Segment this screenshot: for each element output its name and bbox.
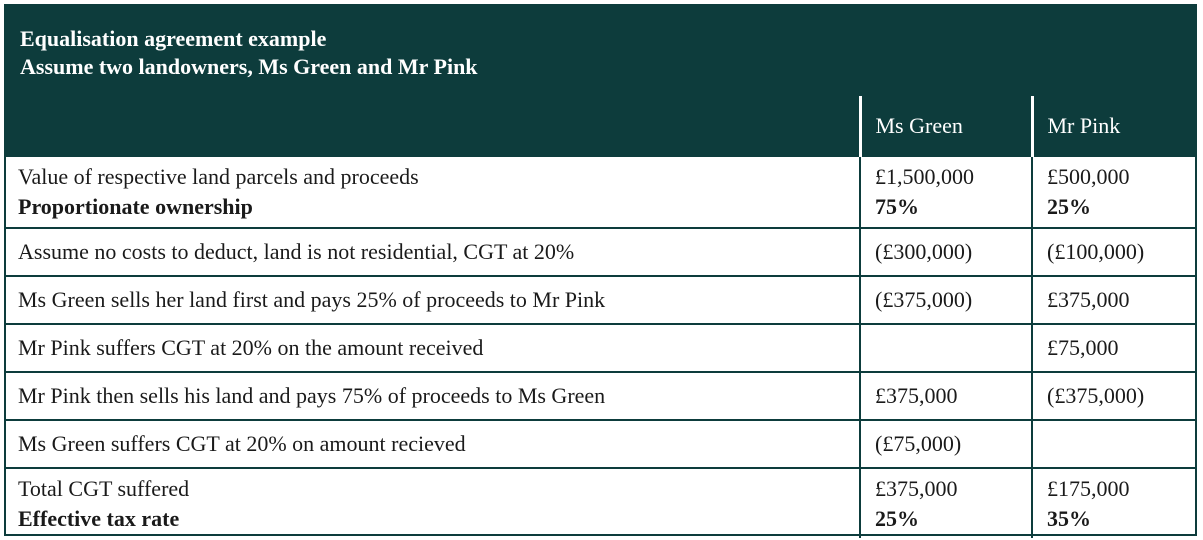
ms-green-value: (£375,000)	[860, 276, 1032, 324]
title-line-1: Equalisation agreement example	[20, 26, 327, 51]
ms-green-value: £1,500,000	[875, 164, 974, 189]
ms-green-value: (£300,000)	[860, 228, 1032, 276]
ms-green-subvalue: 25%	[875, 505, 919, 531]
mr-pink-value: £175,000	[1047, 475, 1130, 501]
row-label: Mr Pink then sells his land and pays 75% of proceeds to Ms Green	[4, 372, 860, 420]
mr-pink-value: (£375,000)	[1032, 372, 1197, 420]
column-header-ms-green: Ms Green	[860, 96, 1032, 156]
row-label: Total CGT suffered	[18, 475, 190, 501]
row-label: Mr Pink suffers CGT at 20% on the amount received	[4, 324, 860, 372]
table-border	[4, 4, 1197, 536]
mr-pink-value: £375,000	[1032, 276, 1197, 324]
title-line-2: Assume two landowners, Ms Green and Mr Pink	[20, 54, 478, 79]
ms-green-value: £375,000	[875, 475, 958, 501]
row-label: Value of respective land parcels and proceeds	[18, 164, 419, 189]
row-sublabel: Effective tax rate	[18, 505, 180, 531]
row-sublabel: Proportionate ownership	[18, 194, 253, 219]
row-label: Assume no costs to deduct, land is not residential, CGT at 20%	[4, 228, 860, 276]
row-label: Ms Green sells her land first and pays 25% of proceeds to Mr Pink	[4, 276, 860, 324]
mr-pink-value: (£100,000)	[1032, 228, 1197, 276]
mr-pink-value: £75,000	[1032, 324, 1197, 372]
mr-pink-subvalue: 35%	[1047, 505, 1091, 531]
mr-pink-value: £500,000	[1047, 164, 1130, 189]
ms-green-value: (£75,000)	[860, 420, 1032, 468]
ms-green-subvalue: 75%	[875, 194, 919, 219]
ms-green-value: £375,000	[860, 372, 1032, 420]
column-header-mr-pink: Mr Pink	[1032, 96, 1197, 156]
row-label: Ms Green suffers CGT at 20% on amount recieved	[4, 420, 860, 468]
mr-pink-subvalue: 25%	[1047, 194, 1091, 219]
